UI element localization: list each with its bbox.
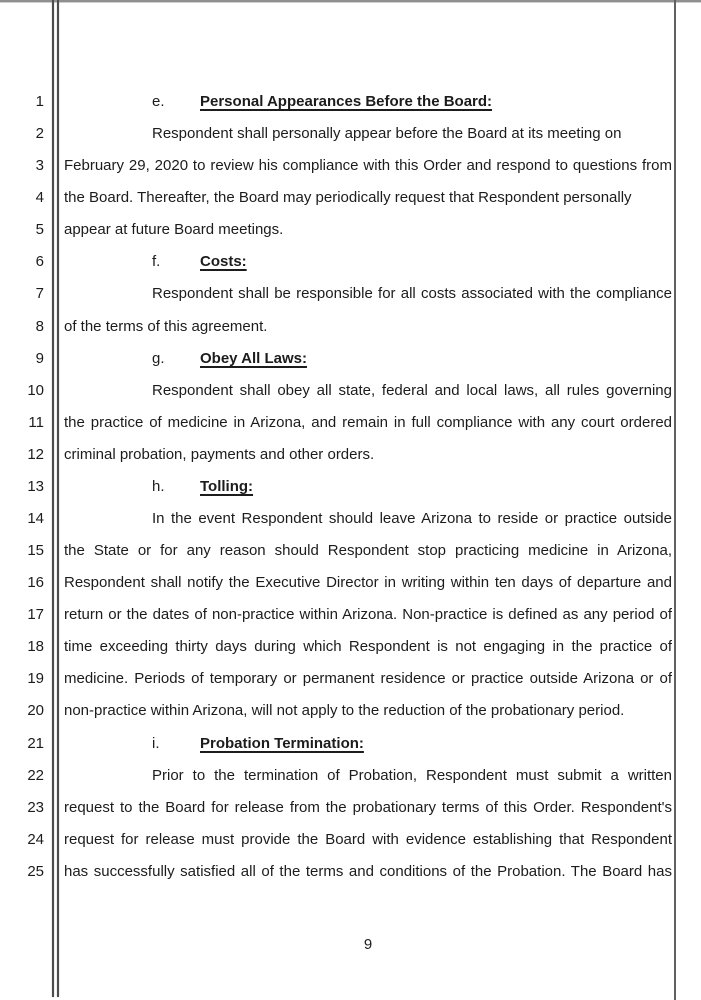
document-text-line: In the event Respondent should leave Arizona to reside or practice outside xyxy=(152,510,672,528)
section-title: Tolling: xyxy=(200,477,254,495)
line-number: 14 xyxy=(27,510,44,528)
section-label: g. xyxy=(152,349,165,367)
line-number: 17 xyxy=(27,606,44,624)
line-number: 7 xyxy=(35,285,44,303)
line-number: 21 xyxy=(27,734,44,752)
document-text-line: of the terms of this agreement. xyxy=(64,317,268,335)
section-label: f. xyxy=(152,253,161,271)
line-number: 2 xyxy=(35,125,44,143)
section-heading xyxy=(64,86,672,118)
line-number: 6 xyxy=(35,253,44,271)
section-title: Personal Appearances Before the Board: xyxy=(200,93,493,110)
document-text-line: request to the Board for release from the probationary terms of this Order. Respondent's xyxy=(64,798,672,816)
document-text-line: appear at future Board meetings. xyxy=(64,221,284,239)
line-number: 4 xyxy=(35,189,44,207)
line-number: 5 xyxy=(35,221,44,239)
line-number: 20 xyxy=(27,702,44,720)
right-vertical-rule xyxy=(674,0,676,1000)
section-title: Obey All Laws: xyxy=(200,349,307,367)
line-number: 22 xyxy=(27,766,44,784)
section-label: i. xyxy=(152,734,160,752)
document-text-line: return or the dates of non-practice within Arizona. Non-practice is defined as any period of xyxy=(64,606,672,624)
document-text-line: Respondent shall obey all state, federal and local laws, all rules governing xyxy=(152,381,672,399)
section-title: Probation Termination: xyxy=(200,734,364,752)
top-horizontal-rule xyxy=(0,0,701,3)
document-body xyxy=(64,86,672,888)
line-number: 3 xyxy=(35,157,44,175)
section-title: Costs: xyxy=(200,253,247,271)
document-text-line: medicine. Periods of temporary or permanent residence or practice outside Arizona or of xyxy=(64,670,672,688)
document-text-line: criminal probation, payments and other orders. xyxy=(64,445,375,463)
page-number: 9 xyxy=(363,936,373,953)
line-number: 12 xyxy=(27,445,44,463)
left-double-rule-outer xyxy=(52,0,54,997)
line-number: 25 xyxy=(27,862,44,880)
document-text-line: Respondent shall be responsible for all costs associated with the compliance xyxy=(152,285,672,303)
section-heading xyxy=(64,471,672,503)
section-heading xyxy=(64,343,672,375)
document-text-line: Respondent shall personally appear before the Board at its meeting on xyxy=(152,125,622,143)
line-number: 13 xyxy=(27,477,44,495)
line-number: 11 xyxy=(28,413,44,431)
document-text-line: February 29, 2020 to review his compliance with this Order and respond to questions from xyxy=(64,157,672,175)
document-text-line: time exceeding thirty days during which Respondent is not engaging in the practice of xyxy=(64,638,672,656)
document-text-line: non-practice within Arizona, will not apply to the reduction of the probationary period. xyxy=(64,702,625,720)
line-number: 15 xyxy=(27,542,44,560)
document-text-line: Prior to the termination of Probation, Respondent must submit a written xyxy=(152,766,672,784)
line-number: 24 xyxy=(27,830,44,848)
line-number: 9 xyxy=(35,349,44,367)
document-text-line: the State or for any reason should Respondent stop practicing medicine in Arizona, xyxy=(64,542,672,560)
line-number: 1 xyxy=(35,93,44,110)
line-number: 16 xyxy=(27,574,44,592)
document-text-line: has successfully satisfied all of the terms and conditions of the Probation. The Board has xyxy=(64,862,672,880)
line-number-column xyxy=(0,86,44,888)
line-number: 18 xyxy=(27,638,44,656)
line-number: 23 xyxy=(27,798,44,816)
line-number: 19 xyxy=(27,670,44,688)
section-label: h. xyxy=(152,477,165,495)
line-number: 10 xyxy=(27,381,44,399)
section-heading xyxy=(64,246,672,278)
line-number: 8 xyxy=(35,317,44,335)
left-double-rule-inner xyxy=(57,0,59,997)
document-text-line: the Board. Thereafter, the Board may periodically request that Respondent personally xyxy=(64,189,632,207)
document-text-line: request for release must provide the Board with evidence establishing that Respondent xyxy=(64,830,672,848)
section-heading xyxy=(64,728,672,760)
section-label: e. xyxy=(152,93,165,110)
document-text-line: the practice of medicine in Arizona, and remain in full compliance with any court ordered xyxy=(64,413,672,431)
document-text-line: Respondent shall notify the Executive Director in writing within ten days of departure and xyxy=(64,574,672,592)
